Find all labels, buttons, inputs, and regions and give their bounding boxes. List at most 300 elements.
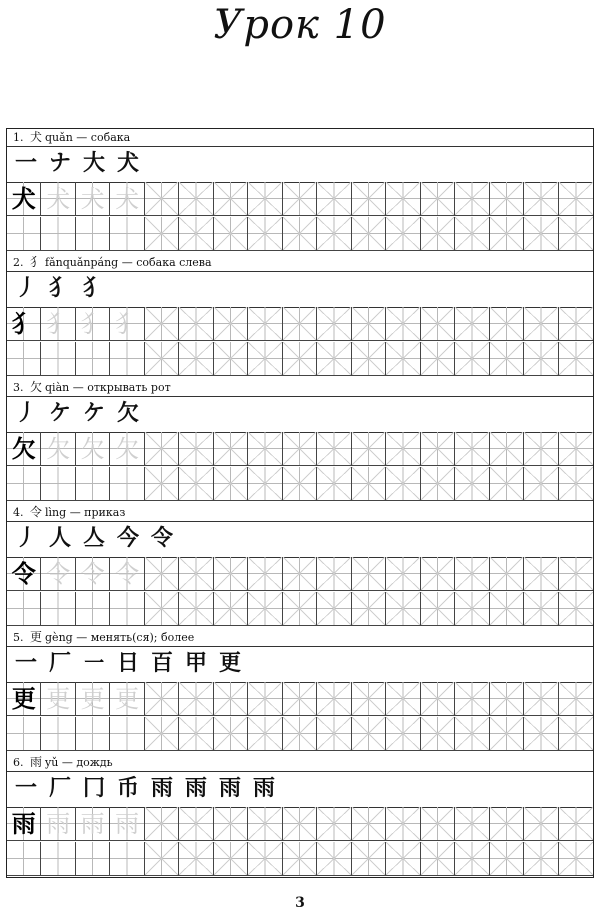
practice-cell[interactable]: [145, 842, 179, 876]
practice-cell[interactable]: [283, 182, 317, 216]
page-number: 3: [295, 895, 305, 911]
practice-cell[interactable]: [179, 557, 213, 591]
practice-cell[interactable]: [41, 432, 75, 466]
practice-cell[interactable]: [76, 182, 110, 216]
practice-cell[interactable]: [76, 342, 110, 376]
practice-cell[interactable]: [179, 217, 213, 251]
stroke-step: 一: [14, 651, 37, 676]
practice-cell[interactable]: [524, 217, 558, 251]
practice-cell[interactable]: [455, 182, 489, 216]
practice-cell[interactable]: [179, 307, 213, 341]
practice-cell[interactable]: [76, 307, 110, 341]
practice-cell[interactable]: [76, 682, 110, 716]
practice-cell[interactable]: [7, 592, 41, 626]
practice-cell[interactable]: [421, 467, 455, 501]
practice-cell[interactable]: [524, 467, 558, 501]
practice-cell[interactable]: [455, 432, 489, 466]
practice-cell[interactable]: [283, 557, 317, 591]
stroke-order-row: [7, 146, 593, 183]
trace-character: 犭: [46, 309, 71, 338]
practice-cell[interactable]: [7, 342, 41, 376]
lesson-block: [7, 379, 593, 504]
practice-cell[interactable]: [524, 592, 558, 626]
stroke-step: 犭: [48, 276, 71, 301]
practice-cell[interactable]: [490, 342, 524, 376]
tracing-grid-row: [7, 307, 593, 341]
practice-cell[interactable]: [283, 807, 317, 841]
practice-cell[interactable]: [490, 842, 524, 876]
practice-cell[interactable]: [386, 682, 420, 716]
practice-cell[interactable]: [41, 217, 75, 251]
practice-cell[interactable]: [76, 807, 110, 841]
practice-cell[interactable]: [248, 182, 282, 216]
practice-cell[interactable]: [248, 217, 282, 251]
practice-cell[interactable]: [386, 182, 420, 216]
practice-cell[interactable]: [559, 467, 593, 501]
practice-cell[interactable]: [455, 842, 489, 876]
practice-cell[interactable]: [76, 467, 110, 501]
practice-cell[interactable]: [559, 717, 593, 751]
practice-cell[interactable]: [386, 557, 420, 591]
practice-cell[interactable]: [421, 557, 455, 591]
practice-cell[interactable]: [179, 432, 213, 466]
stroke-step: 雨: [252, 776, 275, 801]
practice-cell[interactable]: [179, 842, 213, 876]
practice-cell[interactable]: [490, 432, 524, 466]
stroke-step: 犭: [82, 276, 105, 301]
practice-cell[interactable]: [559, 182, 593, 216]
practice-cell[interactable]: [283, 307, 317, 341]
trace-character: 更: [46, 684, 71, 713]
practice-cell[interactable]: [490, 217, 524, 251]
trace-character: 欠: [115, 434, 140, 463]
practice-cell[interactable]: [559, 432, 593, 466]
lesson-meaning: — дождь: [61, 756, 113, 769]
lesson-hanzi: 犬: [30, 130, 43, 144]
model-character: 更: [11, 684, 36, 713]
practice-cell[interactable]: [179, 682, 213, 716]
practice-cell[interactable]: [386, 842, 420, 876]
stroke-step: 令: [150, 526, 173, 551]
lesson-pinyin: quǎn: [45, 131, 73, 144]
trace-character: 雨: [46, 809, 71, 838]
practice-cell[interactable]: [317, 467, 351, 501]
practice-cell[interactable]: [352, 182, 386, 216]
practice-cell[interactable]: [317, 217, 351, 251]
practice-cell[interactable]: [317, 807, 351, 841]
practice-cell[interactable]: [214, 557, 248, 591]
tracing-grid-row: [7, 807, 593, 841]
lesson-meaning: — собака: [76, 131, 131, 144]
practice-cell[interactable]: [7, 182, 41, 216]
lesson-meaning: — приказ: [69, 506, 126, 519]
practice-grid-row: [7, 467, 593, 501]
stroke-step: 今: [116, 526, 139, 551]
practice-cell[interactable]: [317, 557, 351, 591]
practice-cell[interactable]: [524, 557, 558, 591]
practice-cell[interactable]: [386, 307, 420, 341]
practice-cell[interactable]: [214, 432, 248, 466]
practice-cell[interactable]: [386, 717, 420, 751]
practice-cell[interactable]: [110, 467, 144, 501]
lesson-block: [7, 504, 593, 629]
practice-cell[interactable]: [7, 432, 41, 466]
lesson-pinyin: gèng: [45, 631, 73, 644]
practice-cell[interactable]: [455, 592, 489, 626]
practice-cell[interactable]: [41, 682, 75, 716]
model-character: 雨: [11, 809, 36, 838]
lesson-hanzi: 更: [30, 630, 43, 644]
stroke-step: 一: [14, 151, 37, 176]
practice-cell[interactable]: [421, 342, 455, 376]
practice-cell[interactable]: [386, 807, 420, 841]
practice-cell[interactable]: [248, 342, 282, 376]
practice-cell[interactable]: [421, 682, 455, 716]
practice-cell[interactable]: [317, 182, 351, 216]
practice-cell[interactable]: [76, 557, 110, 591]
practice-cell[interactable]: [352, 592, 386, 626]
practice-cell[interactable]: [490, 682, 524, 716]
tracing-grid-row: [7, 182, 593, 216]
practice-cell[interactable]: [421, 217, 455, 251]
practice-cell[interactable]: [248, 307, 282, 341]
lesson-hanzi: 雨: [30, 755, 43, 769]
practice-cell[interactable]: [317, 682, 351, 716]
stroke-step: 百: [150, 651, 173, 676]
practice-cell[interactable]: [214, 182, 248, 216]
practice-cell[interactable]: [283, 432, 317, 466]
practice-cell[interactable]: [317, 342, 351, 376]
practice-cell[interactable]: [110, 717, 144, 751]
practice-cell[interactable]: [145, 432, 179, 466]
stroke-step: 亼: [82, 526, 105, 551]
practice-grid-row: [7, 342, 593, 376]
practice-cell[interactable]: [283, 717, 317, 751]
practice-cell[interactable]: [214, 717, 248, 751]
practice-cell[interactable]: [110, 807, 144, 841]
practice-cell[interactable]: [490, 182, 524, 216]
practice-cell[interactable]: [110, 182, 144, 216]
practice-cell[interactable]: [352, 432, 386, 466]
lesson-meaning: — менять(ся); более: [76, 631, 195, 644]
practice-cell[interactable]: [352, 557, 386, 591]
lesson-number: 5.: [13, 631, 24, 644]
practice-cell[interactable]: [145, 807, 179, 841]
practice-cell[interactable]: [524, 307, 558, 341]
practice-cell[interactable]: [283, 342, 317, 376]
stroke-step: 日: [116, 651, 139, 676]
practice-cell[interactable]: [352, 682, 386, 716]
practice-cell[interactable]: [110, 217, 144, 251]
lesson-block: [7, 129, 593, 254]
lesson-hanzi: 欠: [30, 380, 43, 394]
practice-cell[interactable]: [455, 717, 489, 751]
stroke-step: 欠: [116, 401, 139, 426]
practice-cell[interactable]: [7, 717, 41, 751]
practice-cell[interactable]: [352, 807, 386, 841]
practice-cell[interactable]: [352, 467, 386, 501]
practice-cell[interactable]: [110, 557, 144, 591]
practice-cell[interactable]: [386, 217, 420, 251]
practice-cell[interactable]: [248, 592, 282, 626]
practice-cell[interactable]: [110, 682, 144, 716]
practice-cell[interactable]: [76, 717, 110, 751]
practice-cell[interactable]: [490, 467, 524, 501]
practice-cell[interactable]: [248, 432, 282, 466]
practice-cell[interactable]: [283, 842, 317, 876]
lesson-number: 3.: [13, 381, 24, 394]
practice-cell[interactable]: [248, 807, 282, 841]
practice-cell[interactable]: [559, 307, 593, 341]
practice-cell[interactable]: [76, 432, 110, 466]
practice-cell[interactable]: [145, 467, 179, 501]
stroke-order-row: [7, 396, 593, 433]
trace-character: 欠: [46, 434, 71, 463]
practice-grid-row: [7, 217, 593, 251]
practice-cell[interactable]: [317, 307, 351, 341]
practice-cell[interactable]: [76, 842, 110, 876]
practice-cell[interactable]: [524, 717, 558, 751]
practice-cell[interactable]: [7, 557, 41, 591]
practice-cell[interactable]: [248, 557, 282, 591]
practice-cell[interactable]: [110, 307, 144, 341]
practice-cell[interactable]: [179, 467, 213, 501]
practice-cell[interactable]: [455, 307, 489, 341]
practice-grid-row: [7, 592, 593, 626]
trace-character: 更: [80, 684, 105, 713]
practice-cell[interactable]: [455, 467, 489, 501]
practice-cell[interactable]: [421, 182, 455, 216]
trace-character: 犬: [115, 184, 140, 213]
practice-cell[interactable]: [179, 807, 213, 841]
practice-sheet: [6, 128, 594, 878]
practice-cell[interactable]: [214, 342, 248, 376]
practice-cell[interactable]: [386, 592, 420, 626]
lesson-header: [7, 254, 593, 272]
page-title: Урок 10: [213, 2, 387, 48]
tracing-grid-row: [7, 682, 593, 716]
stroke-step: 币: [116, 776, 139, 801]
practice-cell[interactable]: [317, 432, 351, 466]
practice-cell[interactable]: [490, 557, 524, 591]
practice-cell[interactable]: [110, 842, 144, 876]
stroke-step: 丿: [14, 276, 37, 301]
practice-cell[interactable]: [317, 842, 351, 876]
practice-cell[interactable]: [248, 717, 282, 751]
trace-character: 犬: [46, 184, 71, 213]
stroke-step: 人: [48, 526, 71, 551]
practice-cell[interactable]: [179, 592, 213, 626]
practice-cell[interactable]: [145, 717, 179, 751]
practice-cell[interactable]: [41, 807, 75, 841]
lesson-meaning: — собака слева: [121, 256, 212, 269]
practice-cell[interactable]: [41, 307, 75, 341]
practice-cell[interactable]: [317, 592, 351, 626]
practice-cell[interactable]: [421, 592, 455, 626]
lesson-pinyin: fǎnquǎnpáng: [45, 256, 119, 269]
practice-cell[interactable]: [179, 182, 213, 216]
practice-cell[interactable]: [41, 592, 75, 626]
practice-cell[interactable]: [7, 307, 41, 341]
trace-character: 令: [46, 559, 71, 588]
practice-cell[interactable]: [421, 307, 455, 341]
practice-cell[interactable]: [41, 342, 75, 376]
lesson-number: 2.: [13, 256, 24, 269]
practice-cell[interactable]: [214, 842, 248, 876]
trace-character: 雨: [80, 809, 105, 838]
stroke-step: ㇐: [82, 651, 105, 676]
practice-cell[interactable]: [559, 217, 593, 251]
practice-cell[interactable]: [248, 842, 282, 876]
practice-cell[interactable]: [214, 682, 248, 716]
lesson-pinyin: lìng: [45, 506, 67, 519]
practice-cell[interactable]: [386, 467, 420, 501]
practice-cell[interactable]: [7, 467, 41, 501]
stroke-step: 雨: [150, 776, 173, 801]
practice-cell[interactable]: [145, 182, 179, 216]
practice-cell[interactable]: [283, 217, 317, 251]
practice-cell[interactable]: [386, 432, 420, 466]
practice-cell[interactable]: [386, 342, 420, 376]
practice-cell[interactable]: [559, 557, 593, 591]
practice-cell[interactable]: [179, 342, 213, 376]
practice-cell[interactable]: [7, 217, 41, 251]
lesson-hanzi: 令: [30, 505, 43, 519]
practice-cell[interactable]: [145, 592, 179, 626]
practice-cell[interactable]: [317, 717, 351, 751]
stroke-step: ナ: [48, 151, 71, 176]
practice-cell[interactable]: [524, 682, 558, 716]
practice-cell[interactable]: [283, 467, 317, 501]
practice-cell[interactable]: [559, 842, 593, 876]
trace-character: 欠: [80, 434, 105, 463]
trace-character: 令: [80, 559, 105, 588]
lesson-header: [7, 754, 593, 772]
practice-cell[interactable]: [455, 807, 489, 841]
practice-cell[interactable]: [455, 342, 489, 376]
trace-character: 犭: [80, 309, 105, 338]
practice-cell[interactable]: [455, 682, 489, 716]
practice-cell[interactable]: [421, 717, 455, 751]
practice-cell[interactable]: [524, 807, 558, 841]
practice-cell[interactable]: [421, 842, 455, 876]
stroke-order-row: [7, 646, 593, 683]
practice-cell[interactable]: [214, 467, 248, 501]
lesson-number: 6.: [13, 756, 24, 769]
practice-cell[interactable]: [455, 217, 489, 251]
practice-cell[interactable]: [352, 842, 386, 876]
practice-cell[interactable]: [352, 342, 386, 376]
practice-cell[interactable]: [179, 717, 213, 751]
practice-cell[interactable]: [110, 592, 144, 626]
practice-cell[interactable]: [421, 432, 455, 466]
practice-cell[interactable]: [490, 807, 524, 841]
stroke-order-row: [7, 771, 593, 808]
practice-cell[interactable]: [352, 717, 386, 751]
practice-grid-row: [7, 717, 593, 751]
practice-cell[interactable]: [214, 307, 248, 341]
model-character: 令: [11, 559, 36, 588]
stroke-step: 甲: [184, 651, 207, 676]
stroke-step: ケ: [48, 401, 71, 426]
stroke-step: 厂: [48, 651, 71, 676]
practice-cell[interactable]: [559, 342, 593, 376]
practice-cell[interactable]: [214, 217, 248, 251]
practice-cell[interactable]: [110, 432, 144, 466]
practice-cell[interactable]: [145, 342, 179, 376]
lesson-block: [7, 629, 593, 754]
practice-cell[interactable]: [352, 217, 386, 251]
tracing-grid-row: [7, 432, 593, 466]
practice-cell[interactable]: [110, 342, 144, 376]
practice-cell[interactable]: [145, 217, 179, 251]
trace-character: 犭: [115, 309, 140, 338]
practice-cell[interactable]: [524, 182, 558, 216]
practice-cell[interactable]: [41, 842, 75, 876]
practice-cell[interactable]: [559, 592, 593, 626]
practice-cell[interactable]: [524, 842, 558, 876]
tracing-grid-row: [7, 557, 593, 591]
stroke-order-row: [7, 271, 593, 308]
stroke-step: 大: [82, 151, 105, 176]
practice-cell[interactable]: [248, 682, 282, 716]
practice-cell[interactable]: [559, 682, 593, 716]
stroke-step: 厂: [48, 776, 71, 801]
practice-cell[interactable]: [7, 807, 41, 841]
practice-cell[interactable]: [7, 682, 41, 716]
lesson-hanzi: 犭: [30, 255, 43, 269]
lesson-header: [7, 379, 593, 397]
practice-cell[interactable]: [41, 717, 75, 751]
lesson-block: [7, 754, 593, 879]
practice-cell[interactable]: [41, 467, 75, 501]
lesson-header: [7, 129, 593, 147]
practice-cell[interactable]: [352, 307, 386, 341]
practice-cell[interactable]: [248, 467, 282, 501]
lesson-header: [7, 629, 593, 647]
practice-cell[interactable]: [41, 182, 75, 216]
practice-cell[interactable]: [455, 557, 489, 591]
practice-cell[interactable]: [7, 842, 41, 876]
practice-cell[interactable]: [214, 592, 248, 626]
practice-cell[interactable]: [490, 307, 524, 341]
practice-cell[interactable]: [490, 717, 524, 751]
practice-cell[interactable]: [145, 682, 179, 716]
lesson-pinyin: qiàn: [45, 381, 70, 394]
model-character: 犬: [11, 184, 36, 213]
practice-cell[interactable]: [283, 592, 317, 626]
practice-cell[interactable]: [283, 682, 317, 716]
practice-cell[interactable]: [524, 342, 558, 376]
model-character: 欠: [11, 434, 36, 463]
practice-cell[interactable]: [559, 807, 593, 841]
practice-cell[interactable]: [214, 807, 248, 841]
stroke-step: 雨: [218, 776, 241, 801]
practice-cell[interactable]: [524, 432, 558, 466]
trace-character: 犬: [80, 184, 105, 213]
practice-cell[interactable]: [421, 807, 455, 841]
practice-cell[interactable]: [145, 307, 179, 341]
trace-character: 雨: [115, 809, 140, 838]
practice-cell[interactable]: [76, 217, 110, 251]
lesson-number: 1.: [13, 131, 24, 144]
practice-cell[interactable]: [41, 557, 75, 591]
lesson-header: [7, 504, 593, 522]
practice-cell[interactable]: [145, 557, 179, 591]
practice-cell[interactable]: [76, 592, 110, 626]
lesson-number: 4.: [13, 506, 24, 519]
practice-cell[interactable]: [490, 592, 524, 626]
